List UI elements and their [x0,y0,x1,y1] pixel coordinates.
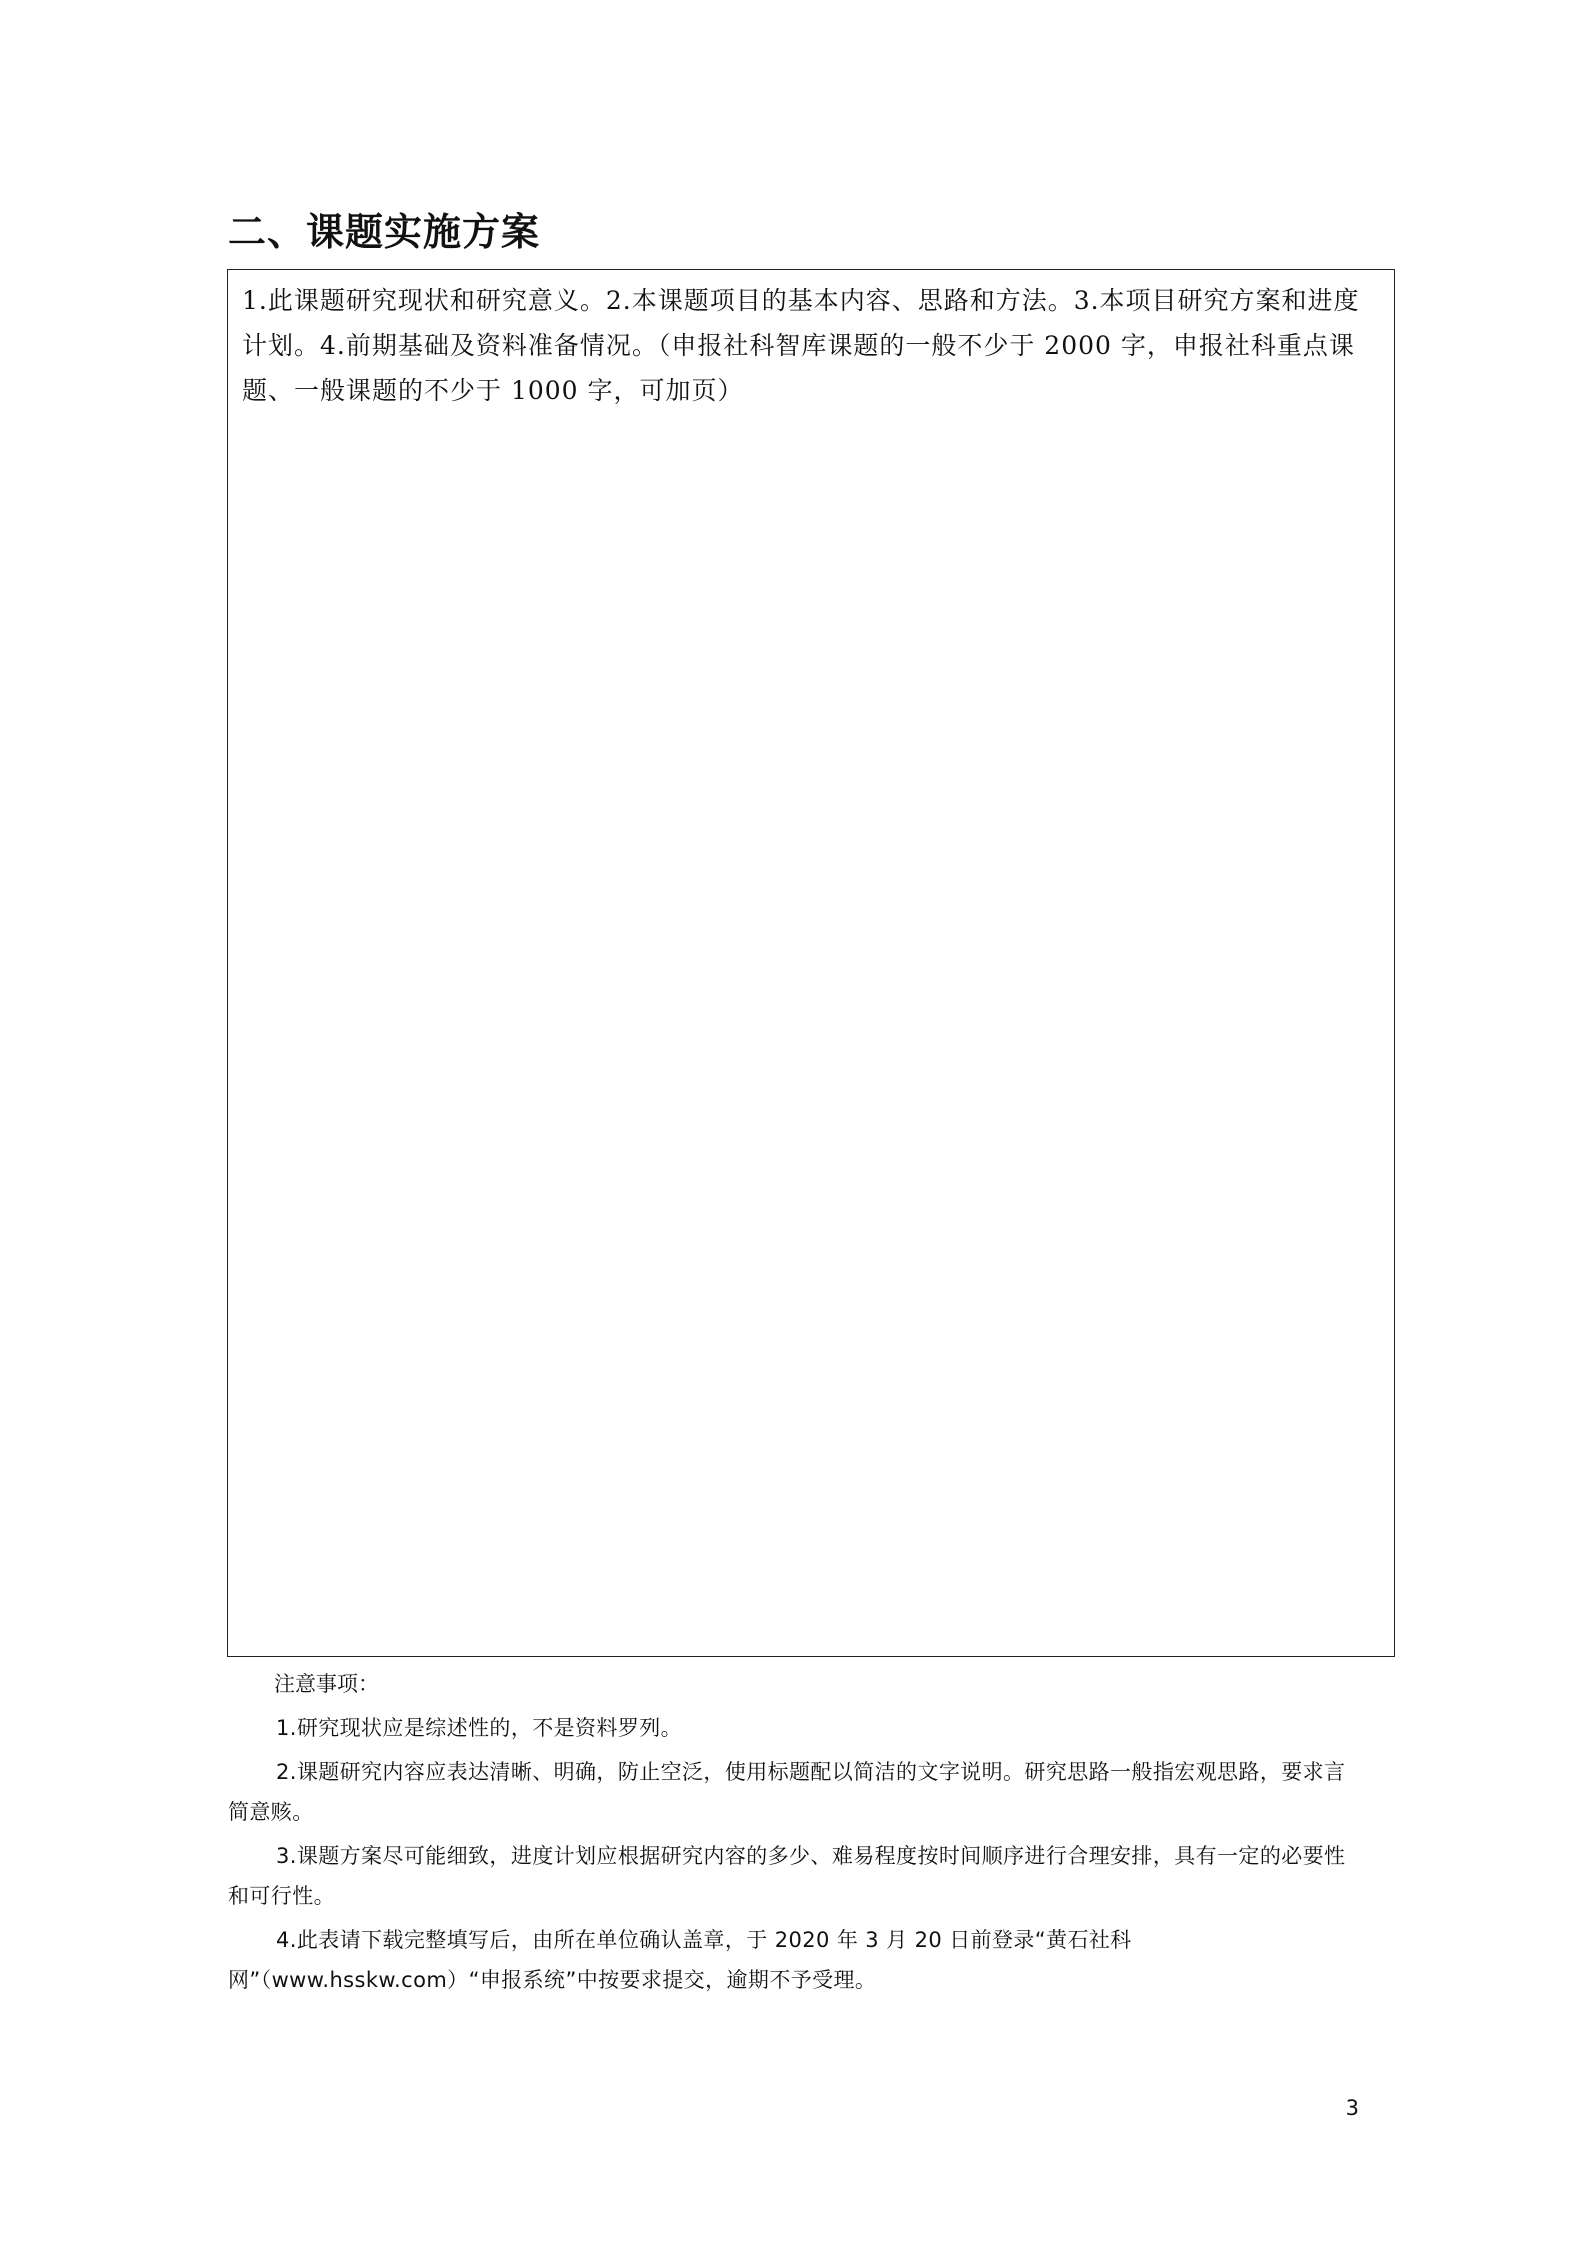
notes-heading: 注意事项： [274,1672,379,1696]
implementation-plan-form-box[interactable] [227,269,1395,1657]
page-number: 3 [1345,2096,1359,2120]
notes-section [228,1664,1358,2004]
note-item-4: 4.此表请下载完整填写后，由所在单位确认盖章，于 2020 年 3 月 20 日前登录“黄石社科网”（www.hsskw.com）“申报系统”中按要求提交，逾期不予受理。 [228,1928,1132,1992]
note-item-3: 3.课题方案尽可能细致，进度计划应根据研究内容的多少、难易程度按时间顺序进行合理安排，具有一定的必要性和可行性。 [228,1844,1346,1908]
section-title: 二、课题实施方案 [228,210,541,254]
form-prompt-text: 1.此课题研究现状和研究意义。2.本课题项目的基本内容、思路和方法。3.本项目研究方案和进度计划。4.前期基础及资料准备情况。（申报社科智库课题的一般不少于 2000 字，申报社科重点课题、一般课题的不少于 1000 字，可加页） [242,286,1360,405]
note-item-2: 2.课题研究内容应表达清晰、明确，防止空泛，使用标题配以简洁的文字说明。研究思路一般指宏观思路，要求言简意赅。 [228,1760,1346,1824]
note-item-1: 1.研究现状应是综述性的，不是资料罗列。 [276,1716,683,1740]
